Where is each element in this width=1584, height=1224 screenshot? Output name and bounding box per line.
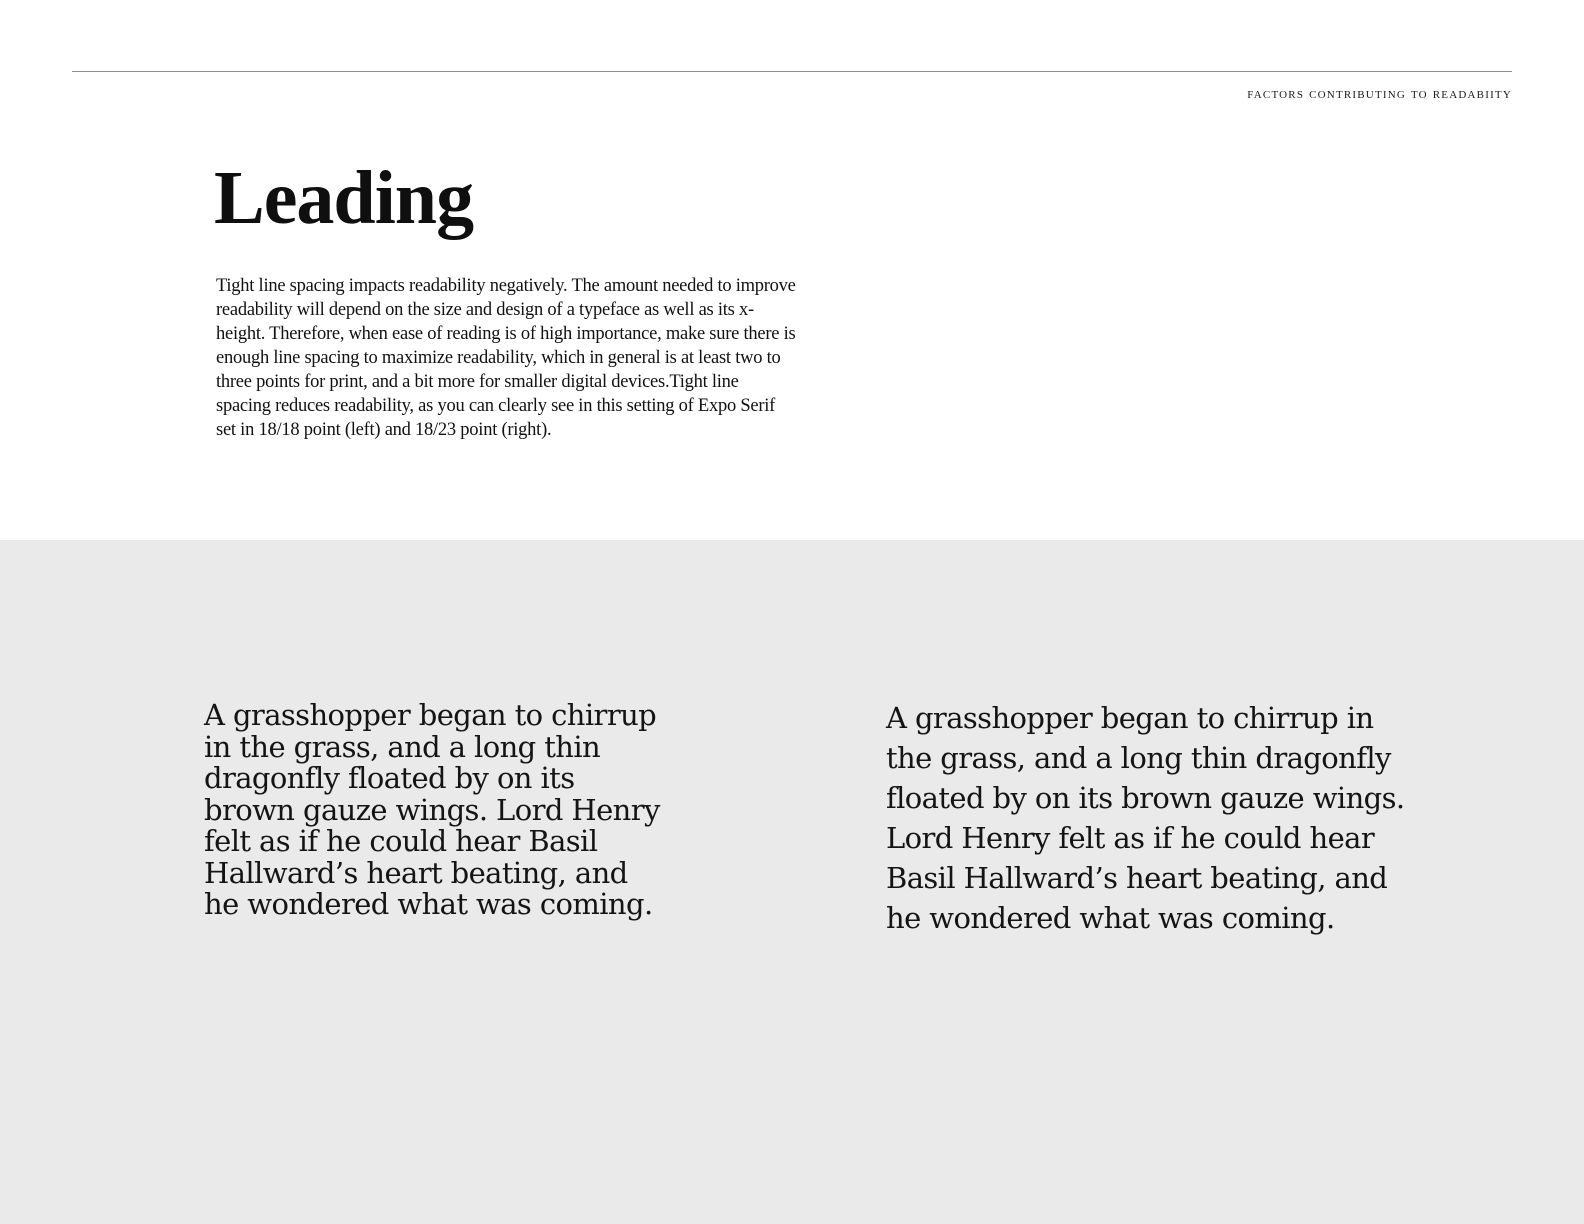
specimen-tight-leading: A grasshopper began to chirrup in the grass, and a long thin dragonfly floated by on its brown gauze wings. Lord Henry felt as if he could hear Basil Hallward’s heart beating, and he wondered what was coming.: [204, 698, 660, 921]
page-title: Leading: [214, 156, 474, 240]
running-head: factors contributing to readabiity: [1247, 86, 1512, 102]
specimen-loose-leading: A grasshopper began to chirrup in the grass, and a long thin dragonfly floated by on its brown gauze wings. Lord Henry felt as if he could hear Basil Hallward’s heart beating, and he wondered what was coming.: [886, 701, 1405, 935]
specimen-panel: [0, 540, 1584, 1224]
header-rule: [72, 71, 1512, 72]
intro-paragraph: Tight line spacing impacts readability negatively. The amount needed to improve readability will depend on the size and design of a typeface as well as its x-height. Therefore, when ease of reading is of high importance, make sure there is enough line spacing to maximize readability, which in general is at least two to three points for print, and a bit more for smaller digital devices.Tight line spacing reduces readability, as you can clearly see in this setting of Expo Serif set in 18/18 point (left) and 18/23 point (right).: [216, 276, 796, 440]
